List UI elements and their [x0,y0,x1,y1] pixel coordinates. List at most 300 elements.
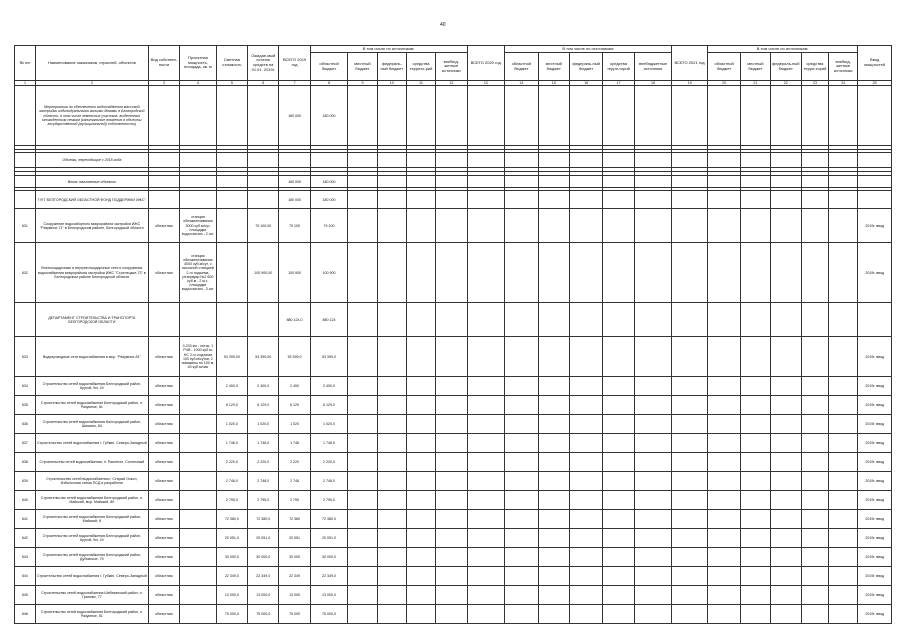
total-2019: 2 795 [279,491,310,510]
table-cell [148,86,179,146]
commissioning: 2019г. ввод [858,567,892,586]
table-cell [538,377,569,396]
regional-budget-2019: 20 051,0 [310,529,348,548]
table-cell [603,243,634,303]
remaining-funds: 79 100,00 [248,209,279,243]
table-cell [770,176,801,188]
table-cell [467,337,505,377]
table-cell [467,243,505,303]
table-cell [467,303,505,337]
table-cell [770,510,801,529]
table-cell [672,337,708,377]
table-cell [770,303,801,337]
table-cell [634,377,672,396]
table-cell [603,529,634,548]
hdr-terr-2019: средства террито-рий [406,53,435,81]
table-cell [216,303,247,337]
table-cell [406,243,435,303]
hdr-vneb-2019: внебюд-жетные источники [436,53,467,81]
section-new-title: Вновь начинаемые объекты [35,176,148,188]
regional-budget-2019: 22 349,0 [310,567,348,586]
remaining-funds: 100 900,00 [248,243,279,303]
table-cell [829,548,858,567]
remaining-funds: 20 051,0 [248,529,279,548]
hdr-terr-2021: средства терри-торий [801,53,828,81]
section-gup-total: 180 000 [279,191,310,209]
table-cell [505,453,538,472]
table-cell [148,191,179,209]
table-cell [377,453,406,472]
column-number: 10 [377,81,406,86]
ownership: областная [148,243,179,303]
table-cell [801,153,828,168]
total-2019: 2 748 [279,472,310,491]
table-cell [467,491,505,510]
table-cell [634,396,672,415]
total-2019: 2 220 [279,453,310,472]
table-cell [741,415,770,434]
table-cell [634,434,672,453]
object-name: Водопроводные сети водоснабжения в мкр. "Разумное-81" [35,337,148,377]
table-cell [672,491,708,510]
table-cell [436,453,467,472]
hdr-mest-2019: местный бюджет [348,53,377,81]
commissioning: 2019г. ввод [858,396,892,415]
table-cell [770,209,801,243]
table-cell [569,491,602,510]
table-cell [603,510,634,529]
table-cell [741,605,770,624]
column-number: 8 [310,81,348,86]
table-cell [538,491,569,510]
total-2019: 13 000 [279,586,310,605]
table-cell [467,153,505,168]
regional-budget-2019: 2 220,0 [310,453,348,472]
total-2019: 75 000 [279,605,310,624]
row-number: 632 [15,243,36,303]
table-row [15,415,892,434]
table-cell [310,153,348,168]
table-cell [770,586,801,605]
column-number: 1 [15,81,36,86]
column-number: 4 [180,81,217,86]
total-2019: 30 000 [279,548,310,567]
table-cell [538,605,569,624]
capacity [180,529,217,548]
table-cell [377,510,406,529]
commissioning: 2019г. ввод [858,377,892,396]
table-cell [467,548,505,567]
table-cell [406,191,435,209]
table-cell [634,586,672,605]
table-cell [741,491,770,510]
table-cell [569,377,602,396]
section-new [15,176,892,188]
table-cell [436,529,467,548]
hdr-fed-2019: федераль-ный бюджет [377,53,406,81]
table-row [15,377,892,396]
table-cell [672,243,708,303]
table-cell [248,176,279,188]
hdr-total-2021: ВСЕГО 2021 год [672,46,708,81]
table-cell [406,453,435,472]
table-cell [377,337,406,377]
table-cell [569,176,602,188]
section-gup [15,191,892,209]
table-cell [770,86,801,146]
table-cell [377,529,406,548]
table-cell [505,209,538,243]
table-row [15,396,892,415]
section-carryover [15,153,892,168]
table-cell [248,86,279,146]
table-cell [505,586,538,605]
table-cell [741,377,770,396]
section-intro-title: Мероприятия по обеспечению водоснабжения массовой застройки индивидуальными жилыми домами в Белгородской области, в том числе земельных участков, выделенных многодетным семьям (капитальные вложения в объекты государственной (муниципальной) собственности) [35,86,148,146]
investment-table [14,45,892,624]
table-cell [603,377,634,396]
ownership: областная [148,510,179,529]
capacity [180,415,217,434]
table-cell [436,243,467,303]
column-number: 3 [148,81,179,86]
table-cell [829,605,858,624]
table-cell [829,303,858,337]
table-cell [348,337,377,377]
object-name: Строительство сетей водоснабжения г. Старый Оскол, Избыточная схема ПСД в разработке [35,472,148,491]
table-cell [505,434,538,453]
section-department-title: ДЕПАРТАМЕНТ СТРОИТЕЛЬСТВА И ТРАНСПОРТА БЕЛГОРОДСКОЙ ОБЛАСТИ [35,303,148,337]
table-cell [538,153,569,168]
table-cell [672,209,708,243]
table-cell [770,191,801,209]
table-cell [741,472,770,491]
table-cell [829,472,858,491]
table-cell [467,472,505,491]
table-cell [538,548,569,567]
table-cell [801,453,828,472]
table-cell [770,243,801,303]
hdr-terr-2020: средства терри-торий [603,53,634,81]
total-2019: 2 400 [279,377,310,396]
row-number: 633 [15,337,36,377]
table-cell [538,586,569,605]
regional-budget-2019: 2 795,0 [310,491,348,510]
section-gup-obl: 180 000 [310,191,348,209]
commissioning: 2019г. ввод [858,337,892,377]
table-cell [770,396,801,415]
column-number: 7 [279,81,310,86]
table-cell [406,415,435,434]
row-number: 631 [15,209,36,243]
table-cell [436,337,467,377]
table-cell [406,209,435,243]
regional-budget-2019: 6 129,0 [310,396,348,415]
table-cell [672,176,708,188]
table-cell [801,176,828,188]
table-cell [770,491,801,510]
table-cell [538,191,569,209]
estimated-cost: 53 399,00 [216,337,247,377]
table-cell [148,153,179,168]
table-cell [505,377,538,396]
hdr-cost: Сметная стоимость [216,46,247,81]
section-gup-title: ГУП "БЕЛГОРОДСКИЙ ОБЛАСТНОЙ ФОНД ПОДДЕРЖКИ ИЖС" [35,191,148,209]
ownership: областная [148,491,179,510]
ownership: областная [148,529,179,548]
table-cell [829,377,858,396]
table-cell [538,176,569,188]
table-cell [538,396,569,415]
table-cell [377,243,406,303]
table-cell [603,605,634,624]
table-cell [148,303,179,337]
table-cell [377,472,406,491]
table-cell [538,209,569,243]
table-cell [467,209,505,243]
estimated-cost: 6 129,0 [216,396,247,415]
table-cell [603,453,634,472]
column-number: 25 [858,81,892,86]
table-cell [406,548,435,567]
table-cell [672,434,708,453]
table-cell [538,243,569,303]
table-cell [770,377,801,396]
table-cell [505,605,538,624]
total-2019: 20 051 [279,529,310,548]
table-cell [569,453,602,472]
table-cell [538,510,569,529]
hdr-num: № п/п [15,46,36,81]
table-cell [377,415,406,434]
table-cell [216,86,247,146]
table-cell [829,337,858,377]
table-cell [770,567,801,586]
table-cell [801,415,828,434]
commissioning: 2019г. ввод [858,548,892,567]
table-cell [672,191,708,209]
table-cell [672,605,708,624]
ownership: областная [148,453,179,472]
remaining-funds: 2 400,0 [248,377,279,396]
table-cell [569,303,602,337]
table-cell [569,209,602,243]
table-cell [634,491,672,510]
total-2019: 72 380 [279,510,310,529]
table-cell [707,176,740,188]
table-cell [436,567,467,586]
column-number: 9 [348,81,377,86]
table-cell [829,510,858,529]
ownership: областная [148,586,179,605]
estimated-cost: 1 746,0 [216,434,247,453]
table-row [15,243,892,303]
table-cell [538,303,569,337]
hdr-cap: Проектная мощность, площадь, кв. м [180,46,217,81]
regional-budget-2019: 1 746,0 [310,434,348,453]
table-cell [858,153,892,168]
table-cell [467,377,505,396]
column-number: 24 [829,81,858,86]
table-cell [15,86,36,146]
table-cell [634,176,672,188]
table-row [15,567,892,586]
column-number: 2 [35,81,148,86]
table-cell [801,209,828,243]
table-cell [770,153,801,168]
table-cell [436,548,467,567]
table-cell [406,176,435,188]
table-cell [348,396,377,415]
ownership: областная [148,396,179,415]
table-cell [770,337,801,377]
table-cell [377,209,406,243]
regional-budget-2019: 72 380,0 [310,510,348,529]
table-cell [741,176,770,188]
table-cell [770,548,801,567]
section-new-total: 180 000 [279,176,310,188]
table-cell [406,605,435,624]
column-number: 19 [672,81,708,86]
table-cell [707,605,740,624]
table-cell [216,176,247,188]
table-cell [348,605,377,624]
row-number: 644 [15,567,36,586]
table-cell [858,176,892,188]
row-number: 642 [15,529,36,548]
table-cell [348,434,377,453]
table-row [15,529,892,548]
table-cell [505,529,538,548]
object-name: Строительство сетей водоснабжения Белгородский район, п. Майский, мкр. Майский, 80 [35,491,148,510]
table-cell [436,434,467,453]
total-2019: 22 349 [279,567,310,586]
table-cell [707,415,740,434]
hdr-fed-2020: федераль-ный бюджет [569,53,602,81]
capacity [180,453,217,472]
table-cell [569,191,602,209]
table-cell [634,510,672,529]
capacity [180,548,217,567]
table-cell [829,453,858,472]
table-cell [858,86,892,146]
table-cell [829,529,858,548]
commissioning: 2019г. ввод [858,472,892,491]
commissioning: 2019г. ввод [858,209,892,243]
total-2019: 1 020 [279,415,310,434]
table-cell [406,472,435,491]
remaining-funds: 30 000,0 [248,548,279,567]
table-cell [348,176,377,188]
table-row [15,337,892,377]
hdr-total-2019: ВСЕГО 2019 год [279,46,310,81]
row-number: 639 [15,472,36,491]
table-cell [672,529,708,548]
table-cell [634,529,672,548]
hdr-obl-2021: областной бюджет [707,53,740,81]
table-cell [603,337,634,377]
table-cell [672,396,708,415]
table-cell [707,337,740,377]
table-cell [505,191,538,209]
column-number: 14 [505,81,538,86]
object-name: Строительство сетей водоснабжения Белгородский район, Крутой Лог, 24 [35,529,148,548]
estimated-cost: 2 400,0 [216,377,247,396]
table-cell [505,415,538,434]
table-cell [279,153,310,168]
table-cell [741,209,770,243]
hdr-vneb-2021: внебюд-жетные источники [829,53,858,81]
table-cell [406,529,435,548]
table-cell [15,303,36,337]
table-cell [672,377,708,396]
capacity [180,491,217,510]
regional-budget-2019: 100 900 [310,243,348,303]
table-cell [377,303,406,337]
row-number: 638 [15,453,36,472]
regional-budget-2019: 2 400,0 [310,377,348,396]
table-cell [569,153,602,168]
table-cell [406,567,435,586]
commissioning: 2019г. ввод [858,510,892,529]
table-cell [467,86,505,146]
regional-budget-2019: 1 020,0 [310,415,348,434]
capacity [180,377,217,396]
table-cell [569,243,602,303]
total-2019: 1 746 [279,434,310,453]
column-number: 11 [406,81,435,86]
row-number: 640 [15,491,36,510]
table-cell [603,415,634,434]
table-cell [741,586,770,605]
remaining-funds: 13 000,0 [248,586,279,605]
table-cell [707,396,740,415]
object-name: Внеплощадочные и внутриплощадочные сети и сооружения водоснабжения микрорайона застройки ИЖС "Стрелецкое-73" в Белгородском районе Белгородской области [35,243,148,303]
table-cell [348,586,377,605]
table-cell [467,529,505,548]
table-cell [770,453,801,472]
table-cell [770,472,801,491]
table-cell [634,86,672,146]
column-number: 17 [603,81,634,86]
table-cell [377,176,406,188]
table-cell [603,396,634,415]
table-cell [436,510,467,529]
table-cell [248,303,279,337]
table-cell [741,153,770,168]
table-cell [707,529,740,548]
table-cell [829,176,858,188]
regional-budget-2019: 53 399,0 [310,337,348,377]
table-cell [801,529,828,548]
remaining-funds: 1 020,0 [248,415,279,434]
table-cell [377,548,406,567]
table-cell [467,567,505,586]
table-cell [603,176,634,188]
table-cell [436,586,467,605]
table-cell [741,396,770,415]
table-cell [634,303,672,337]
table-cell [672,548,708,567]
table-row [15,510,892,529]
estimated-cost: 72 380,0 [216,510,247,529]
table-row [15,434,892,453]
commissioning: 2019г. ввод [858,586,892,605]
table-cell [505,86,538,146]
table-cell [603,153,634,168]
table-cell [829,415,858,434]
total-2019: 79 100 [279,209,310,243]
